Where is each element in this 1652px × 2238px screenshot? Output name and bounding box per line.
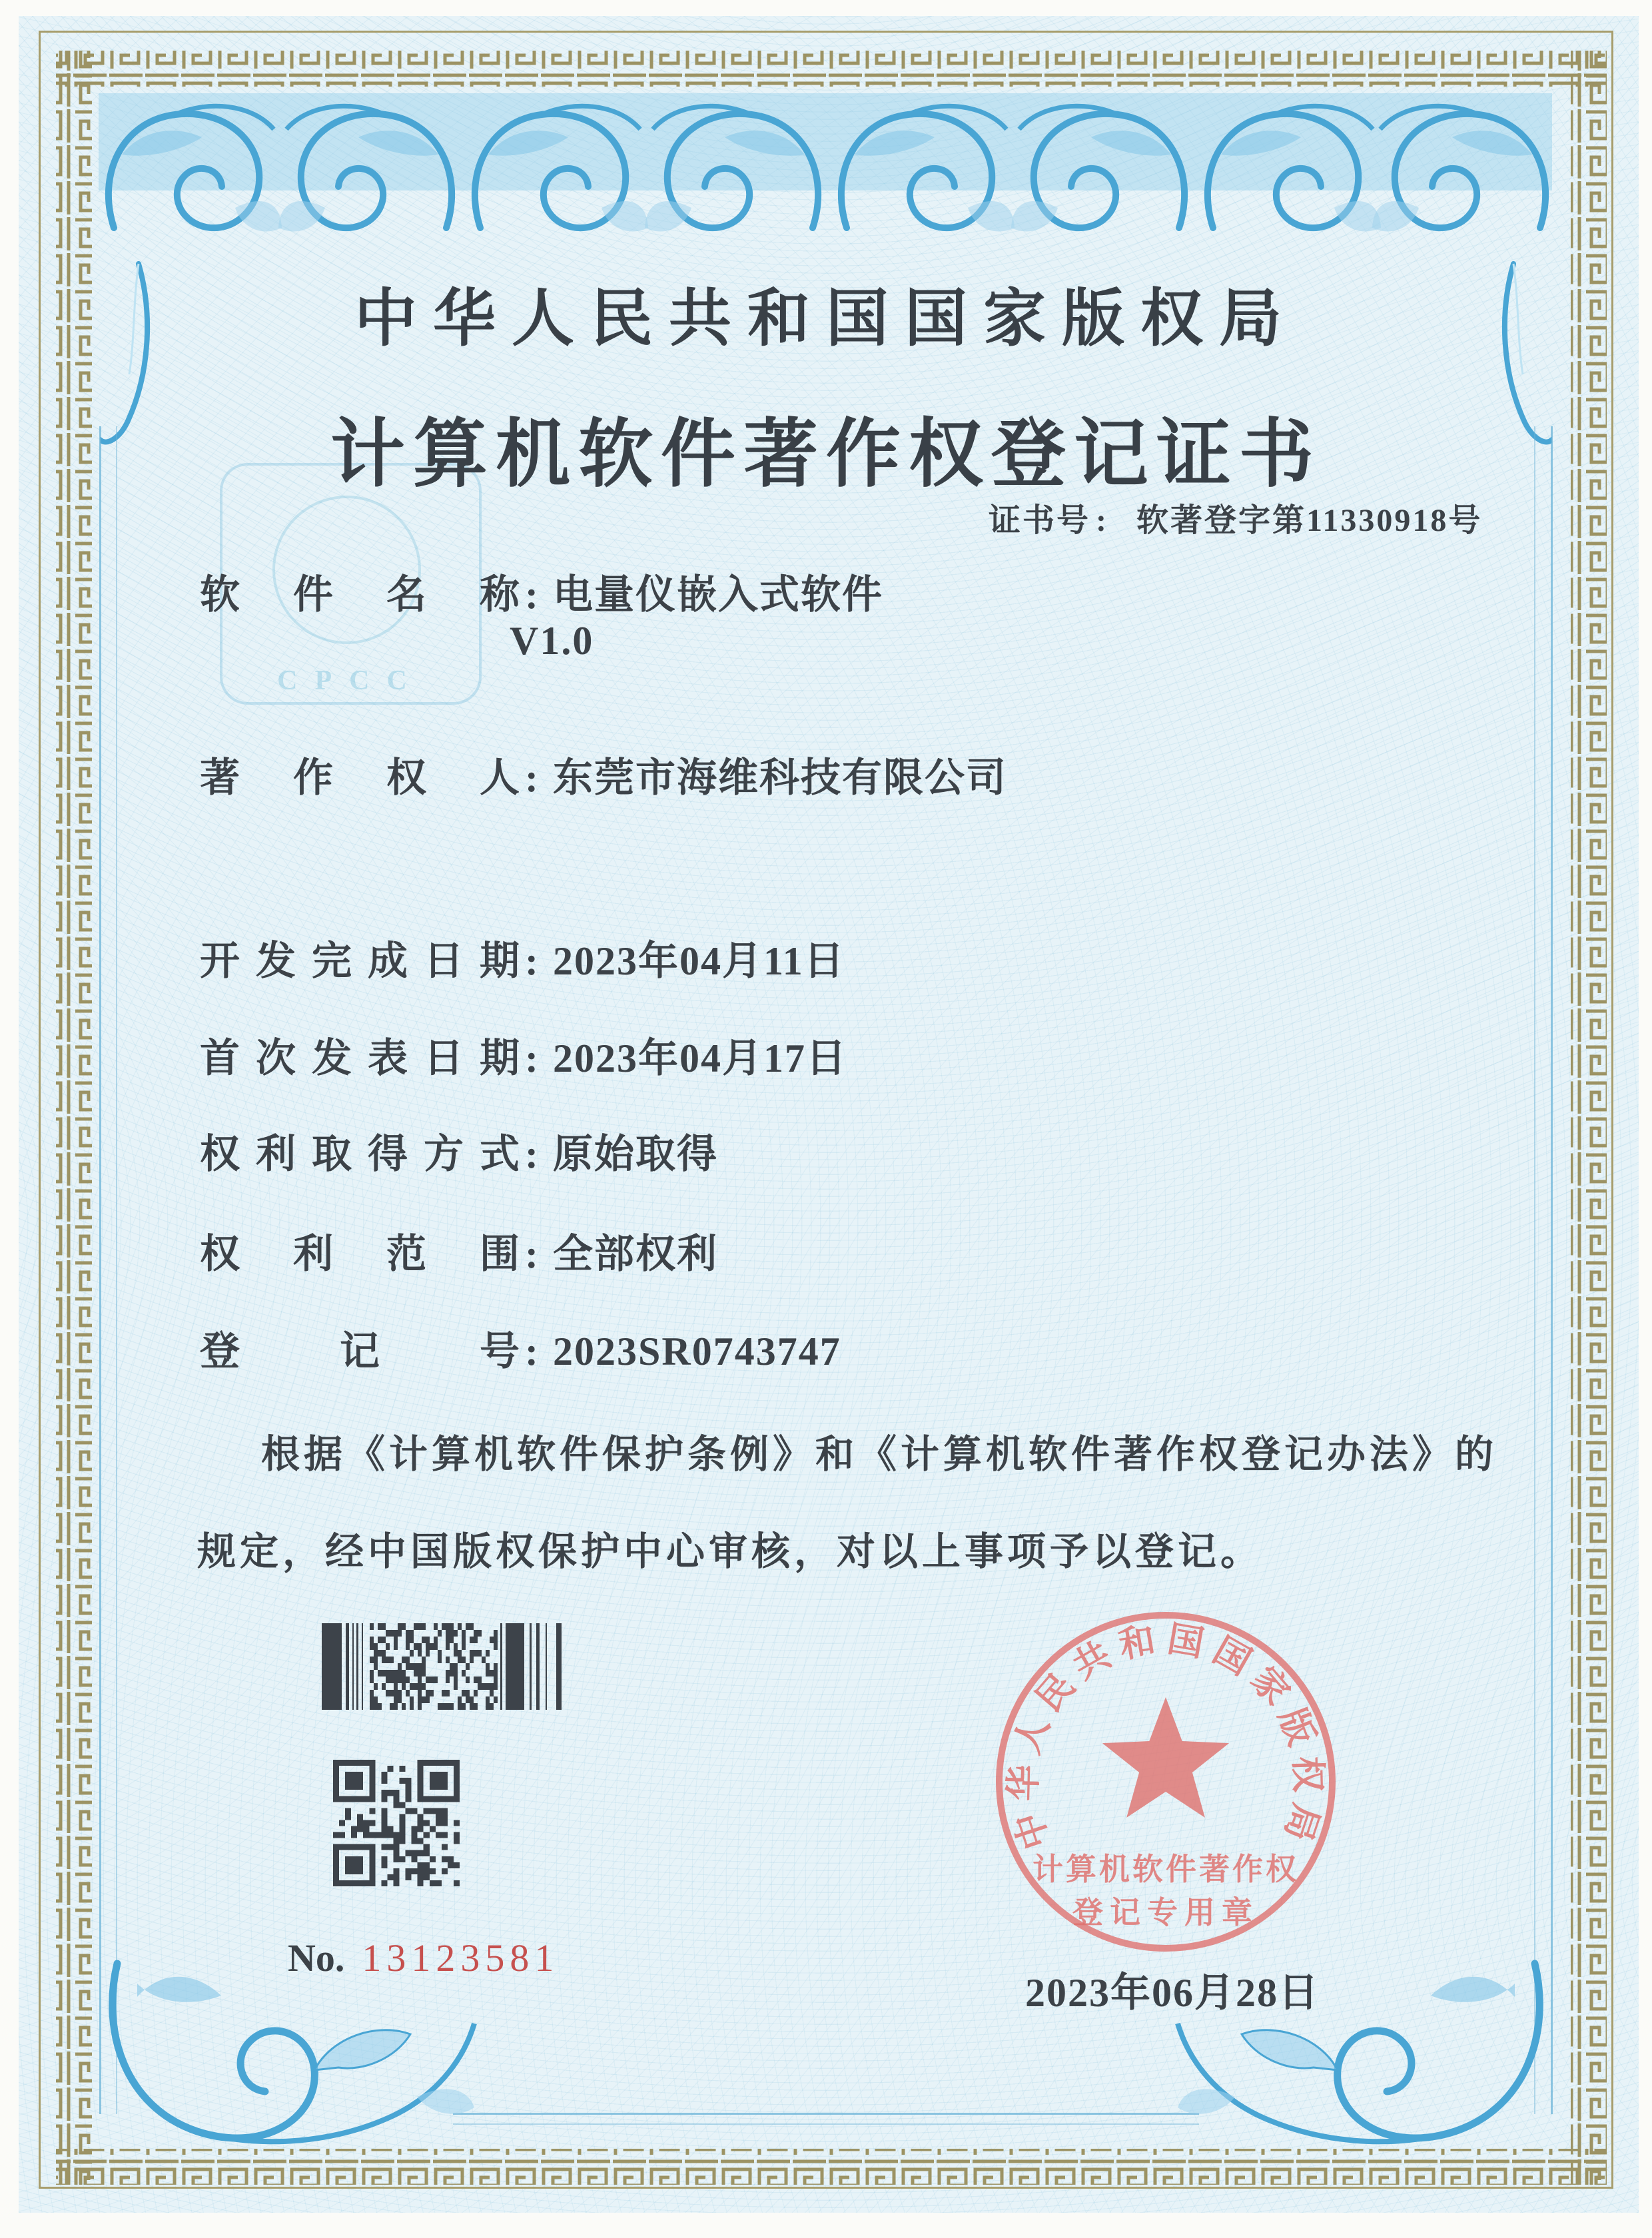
field-label: 首次发表日期 [200, 1036, 520, 1080]
side-line-left-inner [116, 426, 117, 2114]
field-colon: : [525, 573, 538, 617]
field-row-registration-number [200, 1327, 841, 1376]
field-colon: : [525, 1132, 538, 1176]
statement-line1: 根据《计算机软件保护条例》和《计算机软件著作权登记办法》的 [261, 1433, 1498, 1476]
field-row-rights-acquisition [200, 1130, 718, 1179]
field-value: 2023年04月11日 [553, 939, 845, 983]
authority-title: 中华人民共和国国家版权局 [354, 284, 1298, 354]
seal [979, 1592, 1352, 1965]
cert-no-line [989, 494, 1482, 540]
field-value: 东莞市海维科技有限公司 [553, 756, 1007, 800]
barcode [322, 1623, 566, 1710]
certificate-title: 计算机软件著作权登记证书 [330, 414, 1322, 496]
field-value: 电量仪嵌入式软件 [553, 573, 883, 617]
field-label: 权利范围 [200, 1232, 520, 1276]
cert-no-colon: : [1096, 503, 1108, 538]
cert-no-value: 软著登字第11330918号 [1136, 503, 1483, 538]
top-ornament-band [99, 88, 1552, 266]
bottom-line-inner [453, 2123, 1199, 2125]
statement-line2: 规定，经中国版权保护中心审核，对以上事项予以登记。 [197, 1530, 1264, 1573]
field-value: 全部权利 [553, 1232, 718, 1276]
seal-line2: 登记专用章 [1072, 1896, 1259, 1930]
field-colon: : [525, 1329, 538, 1373]
corner-flourish-left [97, 1957, 484, 2157]
field-label: 著作权人 [200, 756, 520, 800]
field-colon: : [525, 1036, 538, 1080]
field-label: 登记号 [200, 1329, 520, 1373]
side-line-right-outer [1551, 426, 1553, 2114]
serial-line [288, 1936, 559, 1980]
side-line-left-outer [99, 426, 101, 2114]
issue-date: 2023年06月28日 [1025, 1971, 1320, 2015]
field-value: 2023年04月17日 [553, 1036, 847, 1080]
field-colon: : [525, 1232, 538, 1276]
seal-star-icon [1102, 1697, 1229, 1818]
side-line-right-inner [1534, 426, 1535, 2114]
watermark-text: CPCC [277, 665, 424, 696]
field-row-first-publish-date [200, 1034, 847, 1083]
field-value: 2023SR0743747 [553, 1329, 841, 1373]
seal-ring-text: 中华人民共和国国家版权局 [1003, 1619, 1328, 1854]
field-value: 原始取得 [553, 1132, 718, 1176]
serial-number: 13123581 [362, 1936, 560, 1980]
cert-no-label: 证书号 [989, 503, 1091, 538]
field-label: 开发完成日期 [200, 939, 520, 983]
field-row-dev-complete-date [200, 936, 845, 986]
field-label: 权利取得方式 [200, 1132, 520, 1176]
field-row-software-name [200, 570, 883, 619]
seal-line1: 计算机软件著作权 [1032, 1852, 1299, 1886]
field-colon: : [525, 756, 538, 800]
field-value-line2: V1.0 [510, 619, 594, 663]
field-row-copyright-owner [200, 753, 1007, 803]
bottom-line-outer [453, 2113, 1199, 2115]
field-row-rights-scope [200, 1230, 718, 1279]
field-colon: : [525, 939, 538, 983]
serial-label: No. [288, 1936, 345, 1980]
field-label: 软件名称 [200, 573, 520, 617]
qr-code [333, 1760, 460, 1886]
